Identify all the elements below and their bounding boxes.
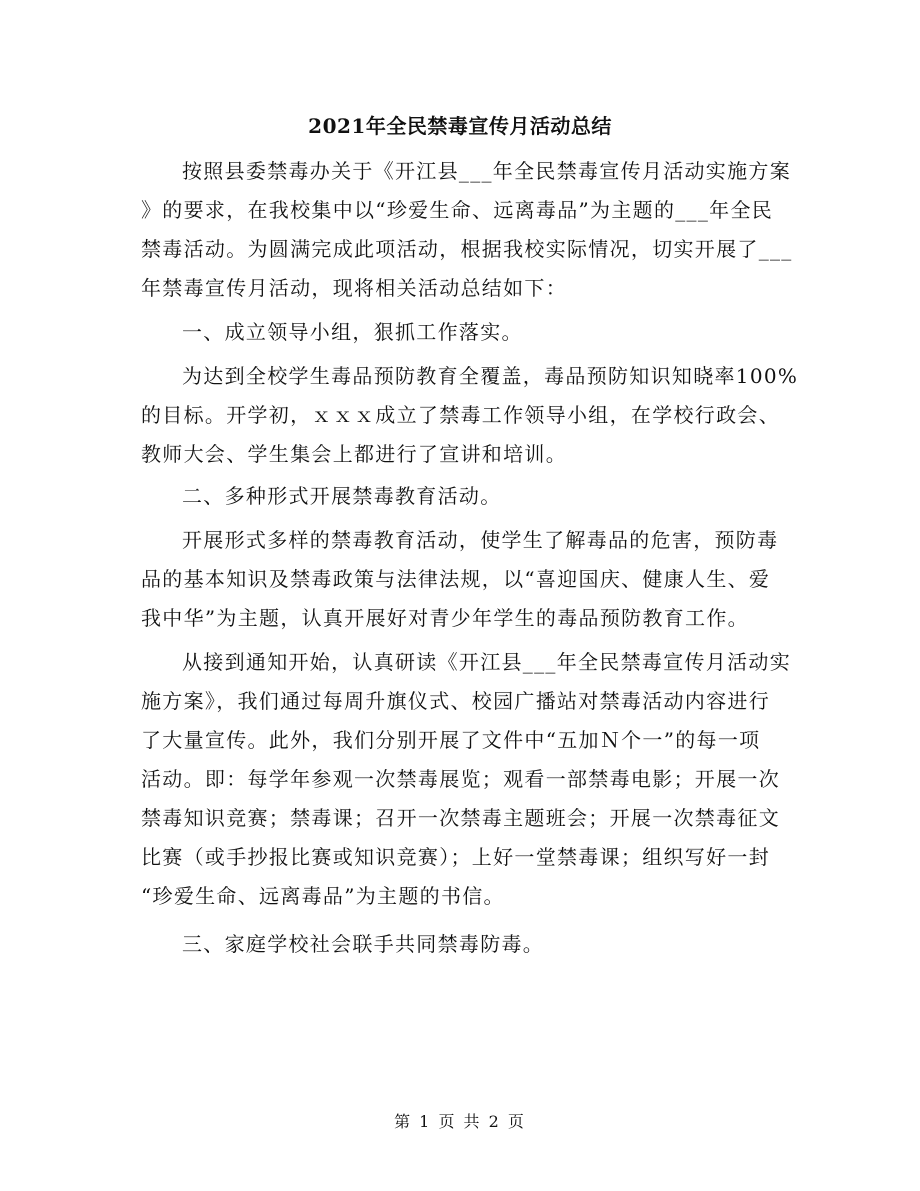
paragraph-line: 禁毒活动。为圆满完成此项活动，根据我校实际情况，切实开展了___ xyxy=(141,237,793,261)
paragraph-line: 比赛（或手抄报比赛或知识竞赛）；上好一堂禁毒课；组织写好一封 xyxy=(141,845,770,869)
page-number: 第 1 页 共 2 页 xyxy=(394,1112,526,1131)
section-heading: 一、成立领导小组，狠抓工作落实。 xyxy=(182,320,523,344)
section-heading: 三、家庭学校社会联手共同禁毒防毒。 xyxy=(182,932,545,956)
paragraph-line: 按照县委禁毒办关于《开江县___年全民禁毒宣传月活动实施方案 xyxy=(182,159,791,183)
paragraph-line: 教师大会、学生集会上都进行了宣讲和培训。 xyxy=(141,442,567,466)
paragraph-line: 施方案》，我们通过每周升旗仪式、校园广播站对禁毒活动内容进行 xyxy=(141,689,770,713)
paragraph-line: 开展形式多样的禁毒教育活动，使学生了解毒品的危害，预防毒 xyxy=(182,528,779,552)
paragraph-line: 年禁毒宣传月活动，现将相关活动总结如下： xyxy=(141,276,567,300)
paragraph-line: “珍爱生命、远离毒品”为主题的书信。 xyxy=(141,884,505,908)
section-heading: 二、多种形式开展禁毒教育活动。 xyxy=(182,484,502,508)
paragraph-line: 活动。即：每学年参观一次禁毒展览；观看一部禁毒电影；开展一次 xyxy=(141,767,780,791)
document-title: 2021年全民禁毒宣传月活动总结 xyxy=(308,114,612,138)
paragraph-line: 为达到全校学生毒品预防教育全覆盖，毒品预防知识知晓率100% xyxy=(182,364,799,388)
paragraph-line: 品的基本知识及禁毒政策与法律法规，以“喜迎国庆、健康人生、爱 xyxy=(141,567,771,591)
paragraph-line: 我中华”为主题，认真开展好对青少年学生的毒品预防教育工作。 xyxy=(141,606,749,630)
paragraph-line: 的目标。开学初，ｘｘｘ成立了禁毒工作领导小组，在学校行政会、 xyxy=(141,403,780,427)
paragraph-line: 禁毒知识竞赛；禁毒课；召开一次禁毒主题班会；开展一次禁毒征文 xyxy=(141,806,780,830)
paragraph-line: 了大量宣传。此外，我们分别开展了文件中“五加Ｎ个一”的每一项 xyxy=(141,728,761,752)
paragraph-line: 》的要求，在我校集中以“珍爱生命、远离毒品”为主题的___年全民 xyxy=(141,198,774,222)
paragraph-line: 从接到通知开始，认真研读《开江县___年全民禁毒宣传月活动实 xyxy=(182,650,791,674)
